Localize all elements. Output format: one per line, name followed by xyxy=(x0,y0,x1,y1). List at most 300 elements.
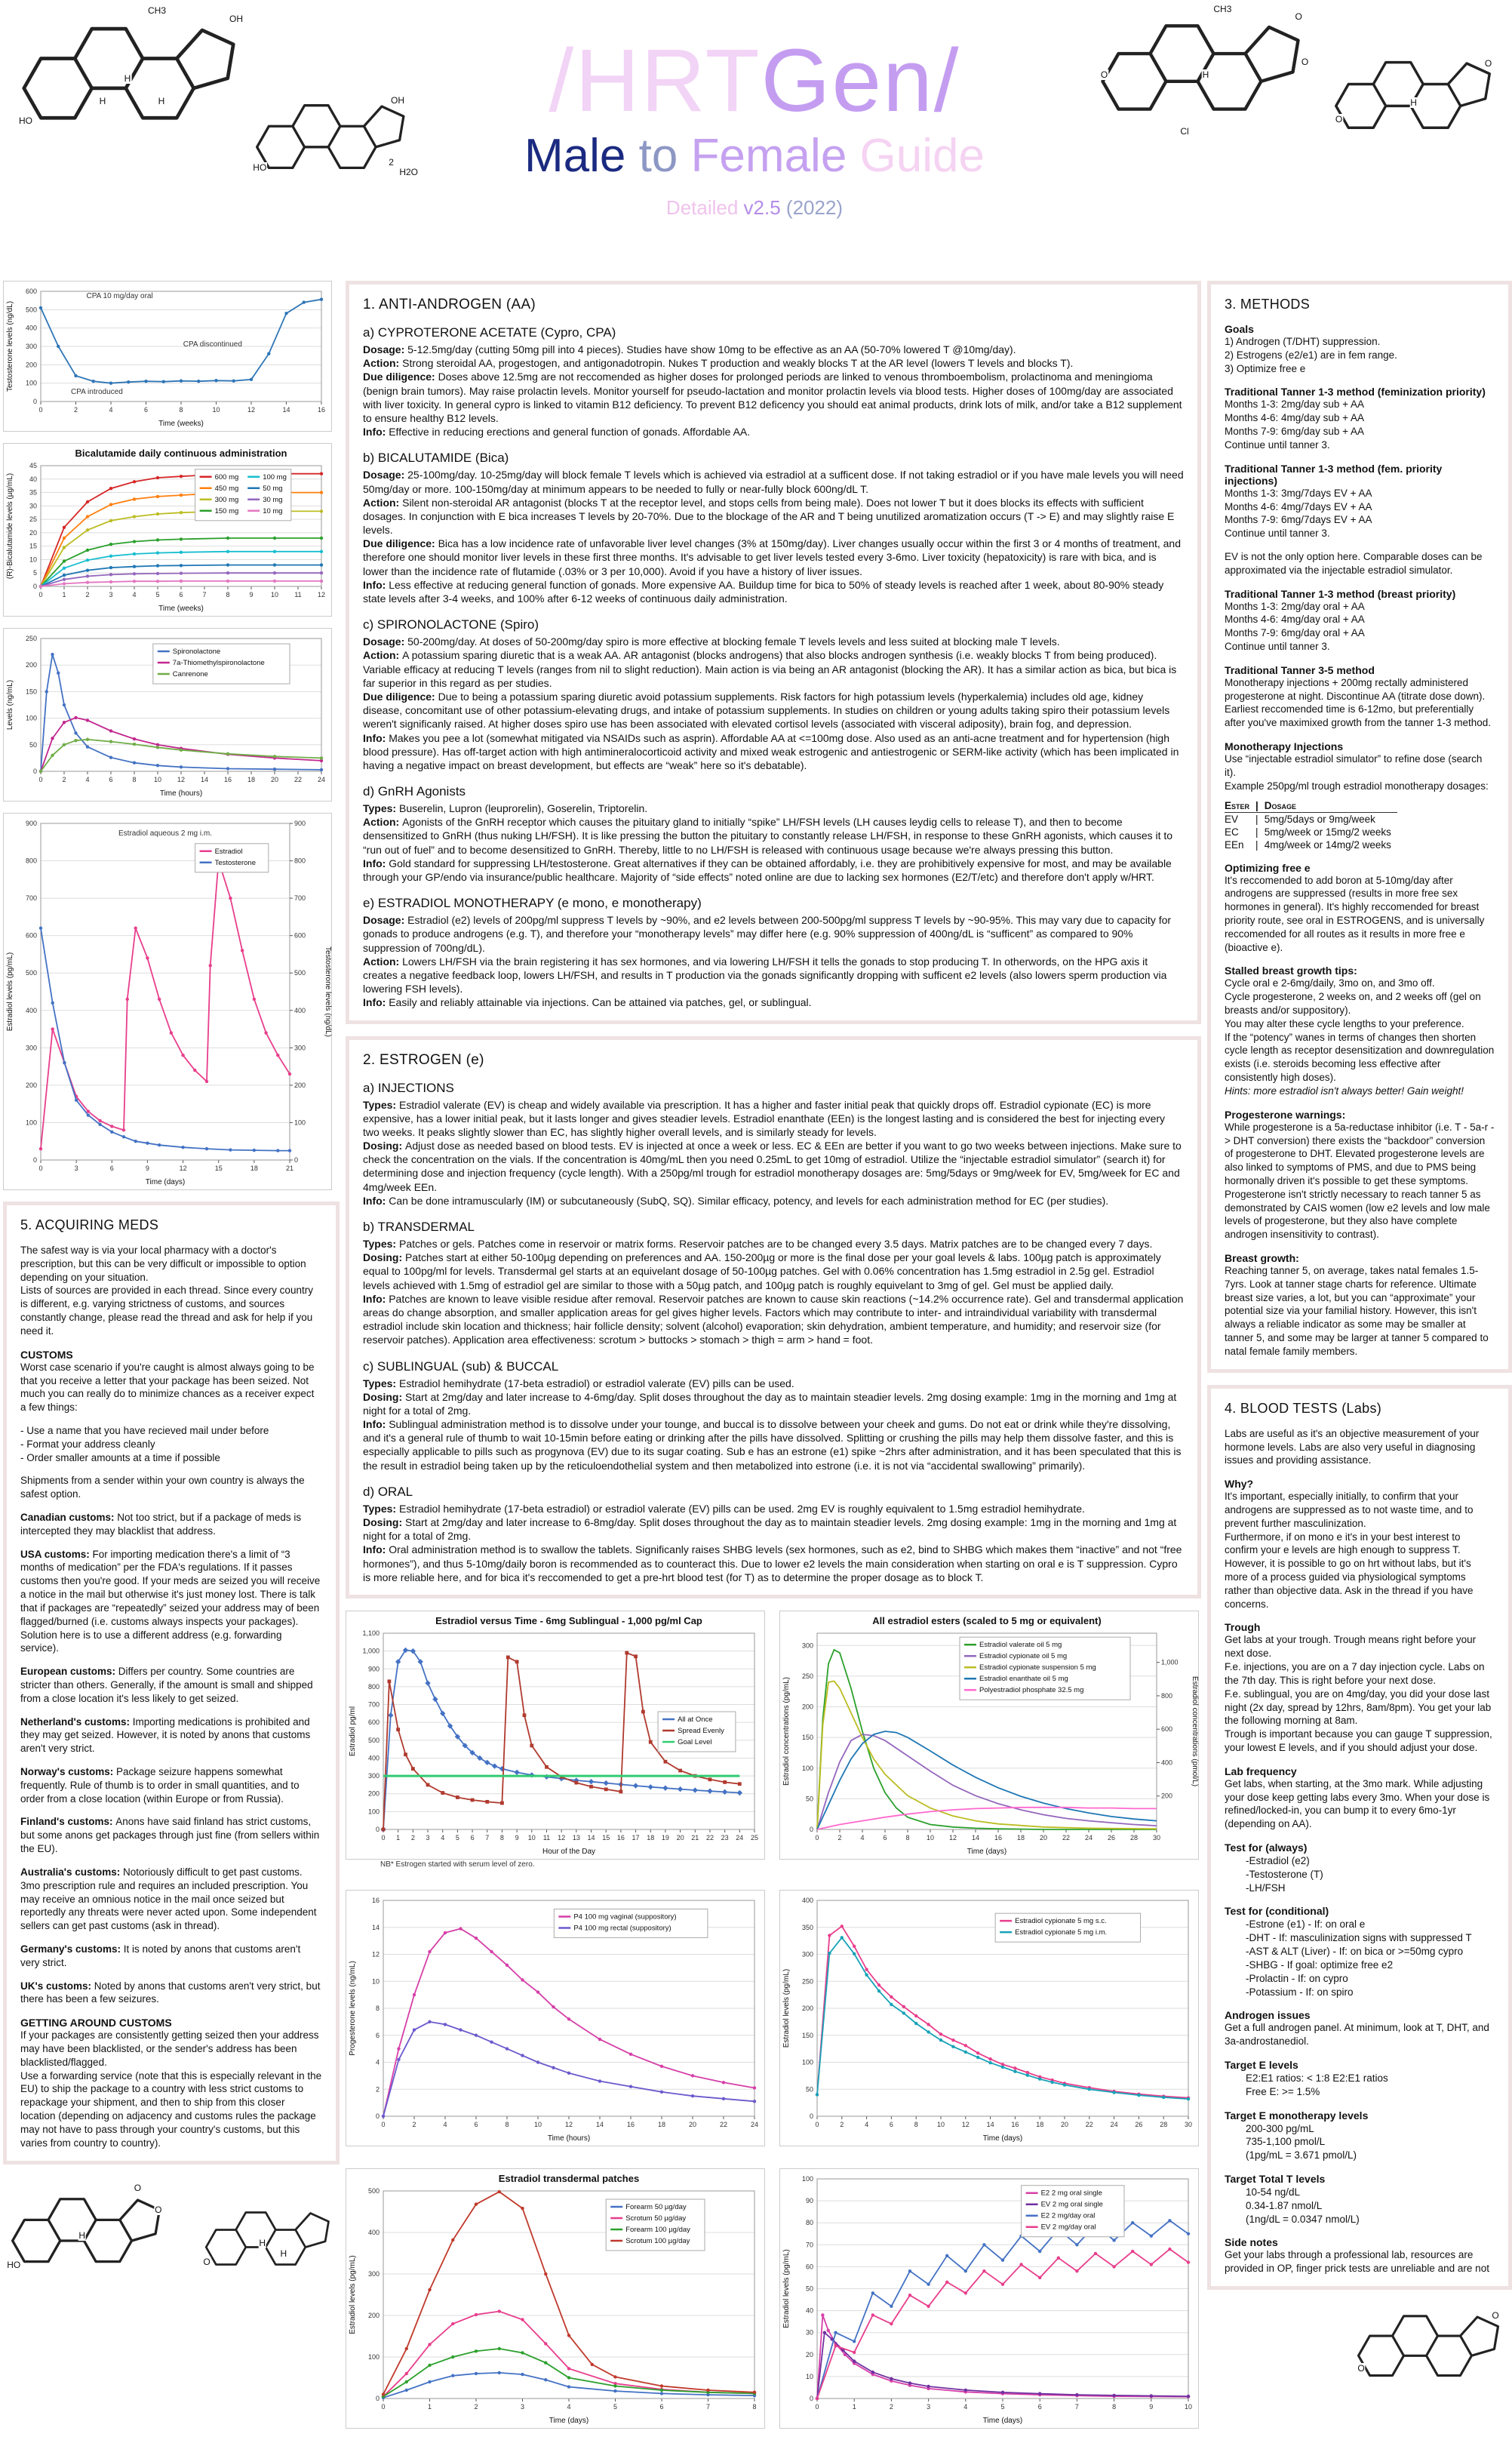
labeled-paragraph: Types: Patches or gels. Patches come in reservoir or matrix forms. Reservoir patches are to be changed every 3.5 days. Matrix patches are to be changed every 7 days. xyxy=(363,1238,1153,1250)
svg-text:20: 20 xyxy=(688,2120,697,2128)
list-item: -SHBG - If goal: optimize free e2 xyxy=(1246,1958,1394,1971)
svg-text:900: 900 xyxy=(25,820,37,827)
svg-text:24: 24 xyxy=(1110,2120,1118,2128)
chem-label: H xyxy=(99,95,106,106)
paragraph: Shipments from a sender within your own country is always the safest option. xyxy=(20,1475,305,1500)
svg-text:600 mg: 600 mg xyxy=(214,472,239,482)
svg-text:700: 700 xyxy=(367,1700,380,1709)
svg-text:1,000: 1,000 xyxy=(1161,1658,1179,1666)
svg-text:700: 700 xyxy=(25,894,37,903)
svg-text:8: 8 xyxy=(375,2004,380,2012)
block-heading: Traditional Tanner 1-3 method (fem. priority injections) xyxy=(1225,462,1443,487)
svg-text:400: 400 xyxy=(1161,1758,1173,1767)
svg-text:2: 2 xyxy=(412,2120,416,2128)
svg-text:26: 26 xyxy=(1135,2120,1143,2128)
svg-text:30: 30 xyxy=(1184,2120,1193,2128)
svg-text:E2 2 mg/day oral: E2 2 mg/day oral xyxy=(1040,2211,1096,2220)
labeled-paragraph: USA customs: For importing medication there's a limit of “3 months of medication” per the FDA's regulations. If it passes customs then you're good. If your meds are seized you will receive a notice in the mail but otherwise it's just money lost. There is talk that if packages are “repeatedly” seized your address may of been flagged/burned (i.e. customs always inspects your packages). Solution here is to use a different address (e.g. forwarding service). xyxy=(20,1548,321,1654)
svg-text:Goal Level: Goal Level xyxy=(678,1737,712,1746)
block-heading: CUSTOMS xyxy=(20,1348,73,1361)
svg-text:Scrotum 100 µg/day: Scrotum 100 µg/day xyxy=(625,2236,690,2245)
svg-text:10: 10 xyxy=(1184,2402,1193,2411)
subsection-title: d) GnRH Agonists xyxy=(363,784,466,799)
svg-text:10: 10 xyxy=(371,1977,380,1986)
svg-text:30 mg: 30 mg xyxy=(263,495,283,504)
list-item: E2:E1 ratios: < 1:8 E2:E1 ratios xyxy=(1246,2072,1388,2084)
title-segment: (2022) xyxy=(785,196,844,219)
svg-text:Time (weeks): Time (weeks) xyxy=(158,605,204,613)
field-label: Action: xyxy=(363,816,403,829)
paragraph: Months 1-3: 2mg/day oral + AA xyxy=(1225,600,1365,612)
svg-text:200: 200 xyxy=(25,661,37,669)
svg-text:Hour of the Day: Hour of the Day xyxy=(542,1847,596,1856)
block-heading: Target Total T levels xyxy=(1225,2173,1326,2185)
title-segment: Detailed xyxy=(665,196,744,219)
svg-text:4: 4 xyxy=(865,2120,869,2128)
svg-text:12: 12 xyxy=(179,1165,187,1172)
svg-text:Time (days): Time (days) xyxy=(967,1847,1007,1856)
svg-text:24: 24 xyxy=(736,1833,744,1842)
paragraph: 2) Estrogens (e2/e1) are in fem range. xyxy=(1225,349,1397,361)
svg-text:0: 0 xyxy=(381,2120,386,2128)
svg-text:500: 500 xyxy=(367,1736,380,1744)
svg-text:12: 12 xyxy=(247,406,256,414)
table-row: EC | 5mg/week or 15mg/2 weeks xyxy=(1225,826,1391,838)
svg-text:300 mg: 300 mg xyxy=(214,495,239,504)
svg-text:2: 2 xyxy=(840,2120,844,2128)
svg-text:100: 100 xyxy=(801,2058,813,2066)
chem-label: OH xyxy=(391,95,404,106)
svg-text:1: 1 xyxy=(852,2402,856,2411)
chem-label: Cl xyxy=(1180,126,1189,137)
field-label: Info: xyxy=(363,1194,389,1207)
chem-label: HO xyxy=(19,115,32,126)
sublingual-estradiol-chart xyxy=(346,1611,767,1872)
chem-label: O xyxy=(1492,2309,1499,2321)
svg-text:10 mg: 10 mg xyxy=(263,506,283,515)
svg-text:CPA introduced: CPA introduced xyxy=(71,387,123,396)
svg-text:16: 16 xyxy=(1011,2120,1019,2128)
section-title: 2. ESTROGEN (e) xyxy=(363,1051,484,1068)
svg-text:35: 35 xyxy=(29,488,37,497)
svg-text:20: 20 xyxy=(805,2350,813,2358)
svg-text:30: 30 xyxy=(29,502,37,510)
svg-text:12: 12 xyxy=(961,2120,970,2128)
svg-text:100: 100 xyxy=(367,2352,380,2361)
svg-text:4: 4 xyxy=(109,406,113,414)
chart-svg-prog xyxy=(346,1890,765,2146)
estrogen-panel xyxy=(346,1036,1201,1598)
list-item: -Estradiol (e2) xyxy=(1246,1855,1310,1866)
svg-text:Levels (ng/mL): Levels (ng/mL) xyxy=(6,679,14,731)
svg-text:0: 0 xyxy=(815,1833,819,1842)
svg-text:2: 2 xyxy=(474,2402,478,2411)
svg-text:Estradiol cypionate 5 mg i.m.: Estradiol cypionate 5 mg i.m. xyxy=(1015,1928,1108,1937)
paragraph: Hints: more estradiol isn't always better! Gain weight! xyxy=(1225,1085,1464,1097)
svg-text:200: 200 xyxy=(801,2004,813,2012)
svg-text:Estradiol cypionate suspension: Estradiol cypionate suspension 5 mg xyxy=(979,1663,1096,1672)
spacer xyxy=(1225,540,1495,550)
estradiol-cypionate-chart xyxy=(779,1890,1201,2150)
svg-text:6: 6 xyxy=(659,2402,664,2411)
svg-text:300: 300 xyxy=(367,1772,380,1780)
svg-text:250: 250 xyxy=(801,1977,813,1986)
svg-text:2: 2 xyxy=(837,1833,842,1842)
chem-label: H xyxy=(1202,69,1209,80)
svg-text:15: 15 xyxy=(602,1833,610,1842)
svg-text:10: 10 xyxy=(926,1833,935,1842)
svg-text:6: 6 xyxy=(109,776,113,783)
spacer xyxy=(20,1970,322,1980)
svg-text:200: 200 xyxy=(367,2311,380,2319)
paragraph: Furthermore, if on mono e it's in your best interest to confirm your e levels are high enough to suppress T. xyxy=(1225,1531,1461,1556)
svg-text:100: 100 xyxy=(801,1764,813,1772)
svg-text:3: 3 xyxy=(426,1833,430,1842)
svg-text:Progesterone levels (ng/mL): Progesterone levels (ng/mL) xyxy=(349,1961,357,2056)
svg-text:0: 0 xyxy=(294,1156,299,1164)
svg-text:8: 8 xyxy=(179,406,183,414)
chem-label: 2 xyxy=(389,156,394,168)
svg-text:8: 8 xyxy=(752,2402,757,2411)
list-item: -LH/FSH xyxy=(1246,1882,1286,1894)
header xyxy=(0,0,1509,281)
list-item: 0.34-1.87 nmol/L xyxy=(1246,2199,1323,2211)
svg-text:0: 0 xyxy=(809,1825,813,1833)
paragraph: F.e. injections, you are on a 7 day injection cycle. Labs on the 7th day. This is right before your next dose. xyxy=(1225,1661,1485,1686)
field-label: Types: xyxy=(363,1502,399,1515)
svg-text:6: 6 xyxy=(375,2031,380,2039)
svg-text:900: 900 xyxy=(367,1665,380,1673)
svg-text:200: 200 xyxy=(25,1081,37,1089)
svg-text:4: 4 xyxy=(375,2058,380,2066)
field-label: Types: xyxy=(363,802,399,815)
labeled-paragraph: Info: Easily and reliably attainable via injections. Can be attained via patches, gel, or sublingual. xyxy=(363,996,812,1009)
svg-text:50: 50 xyxy=(805,2285,813,2293)
svg-text:250: 250 xyxy=(801,1672,813,1680)
chart-grid xyxy=(346,1611,1201,2440)
svg-text:18: 18 xyxy=(657,2120,666,2128)
list-item: 200-300 pg/mL xyxy=(1246,2122,1314,2134)
paragraph: Lists of sources are provided in each thread. Since every country is different, e.g. varying strictness of customs, and sources constantly change, please read the thread and ask for help if you need it. xyxy=(20,1285,313,1337)
svg-text:7: 7 xyxy=(202,591,207,598)
svg-text:6: 6 xyxy=(143,406,149,414)
labeled-paragraph: Dosing: Start at 2mg/day and later increase to 6-8mg/day. Split doses throughout the day as to maintain steadier levels. 2mg dosing example: 1mg in the morning and 1mg at night for a total of 2mg. xyxy=(363,1516,1177,1543)
svg-text:7: 7 xyxy=(1074,2402,1079,2411)
svg-text:26: 26 xyxy=(1107,1833,1116,1842)
svg-text:4: 4 xyxy=(963,2402,968,2411)
svg-text:90: 90 xyxy=(805,2197,813,2205)
spacer xyxy=(20,1933,322,1943)
paragraph: Months 1-3: 3mg/7days EV + AA xyxy=(1225,487,1372,499)
svg-text:300: 300 xyxy=(294,1044,306,1052)
svg-text:4: 4 xyxy=(860,1833,865,1842)
svg-text:9: 9 xyxy=(249,591,254,598)
svg-text:14: 14 xyxy=(971,1833,980,1842)
labeled-paragraph: Netherland's customs: Importing medications is prohibited and they may get seized. However, it is noted by anons that customs aren't very strict. xyxy=(20,1715,311,1755)
progesterone-suppository-chart xyxy=(346,1890,767,2150)
svg-text:70: 70 xyxy=(805,2241,813,2249)
right-column xyxy=(1207,281,1512,2396)
field-label: Info: xyxy=(363,996,389,1009)
list-item: -Prolactin - If: on cypro xyxy=(1246,1972,1348,1984)
svg-text:18: 18 xyxy=(1036,2120,1044,2128)
svg-text:30: 30 xyxy=(805,2328,813,2337)
oral-estradiol-chart xyxy=(779,2168,1201,2432)
svg-text:6: 6 xyxy=(889,2120,893,2128)
labeled-paragraph: Info: Oral administration method is to swallow the tablets. Significanly raises SHBG levels (sex hormones, such as e2, bind to SHBG which makes them “inactive” and not “free hormones”), and thus 5-10mg/daily boron is recommended as to counteract this. Due to lower e2 levels the main consideration when starting on oral e is T suppression. Cypro is more reliable here, and for bica it's reccomended to get a pre-hrt blood test (for T) as to determine the proper dosage as to block T. xyxy=(363,1543,1182,1583)
svg-text:400: 400 xyxy=(25,324,37,332)
chem-label: O xyxy=(134,2182,142,2193)
svg-text:8: 8 xyxy=(132,776,137,783)
chem-label: HO xyxy=(253,162,267,174)
svg-text:Estradiol valerate oil 5 mg: Estradiol valerate oil 5 mg xyxy=(979,1641,1062,1650)
list xyxy=(1246,2122,1495,2162)
labeled-paragraph: Canadian customs: Not too strict, but if a package of meds is intercepted they may blacklist that address. xyxy=(20,1512,302,1537)
field-label: Netherland's customs: xyxy=(20,1715,133,1728)
paragraph: Monotherapy injections + 200mg rectally administered progesterone at night. Discontinue AA (titrate dose down). Earliest reccomended time is 6-12mo, but preferentially after you've maximixed growth from the tanner 1-3 method. xyxy=(1225,676,1491,729)
paragraph: Labs are useful as it's an objective measurement of your hormone levels. Labs are also very useful in diagnosing issues and providing assistance. xyxy=(1225,1427,1480,1466)
svg-text:600: 600 xyxy=(25,288,37,295)
svg-text:Time (days): Time (days) xyxy=(982,2134,1023,2143)
svg-text:5: 5 xyxy=(455,1833,459,1842)
field-label: Action: xyxy=(363,649,403,662)
svg-text:150: 150 xyxy=(25,688,37,696)
svg-text:300: 300 xyxy=(801,1642,813,1650)
paragraph: Use a forwarding service (note that this is especially relevant in the EU) to ship the package to a country with less strict customs to repackage your shipment, and then to ship from this closer location (depending on adjacency and customs rules the package may not have to pass through your country's customs, but this varies from country to country). xyxy=(20,2069,322,2149)
field-label: Info: xyxy=(363,857,389,869)
labeled-paragraph: European customs: Differs per country. Some countries are stricter than others. Generally, if the amount is small and shipped from a close location it's less likely to get seized. xyxy=(20,1666,313,1704)
labeled-paragraph: Action: Lowers LH/FSH via the brain registering it has sex hormones, and via lowering LH/FSH it tells the gonads to stop producing T. In otherwords, on the HPG axis it creates a negative feedback loop, lowers LH/FSH, and results in T production via the gonads significantly dropping with sufficent e2 levels (also lowers sperm production via lowering FSH levels). xyxy=(363,955,1167,995)
svg-text:Forearm 50 µg/day: Forearm 50 µg/day xyxy=(625,2202,687,2211)
svg-text:10: 10 xyxy=(533,2120,542,2128)
chart-svg-eaq xyxy=(3,813,332,1190)
svg-text:2: 2 xyxy=(85,591,90,598)
field-label: Dosing: xyxy=(363,1251,405,1264)
svg-text:CPA 10 mg/day oral: CPA 10 mg/day oral xyxy=(86,292,153,301)
svg-text:4: 4 xyxy=(443,2120,447,2128)
svg-text:Estradiol concentrations (pmol: Estradiol concentrations (pmol/L) xyxy=(1191,1675,1199,1787)
section-title: 1. ANTI-ANDROGEN (AA) xyxy=(363,297,536,312)
labeled-paragraph: Info: Patches are known to leave visible residue after removal. Reservoir patches are known to cause skin reactions (~14.2% occurrence rate). Gel and transdermal application areas do change absorption, and smaller application areas for gel gives higher levels. Factors which may contribute to inter- and intraindividual variability with transdermal estradiol include skin location and thickness; hair follicle density; solvent (alcohol) evaporation; skin dehydration, ambient temperature, and humidity; and reservoir size (for reservoir patches). Application area effectiveness: scrotum > buttocks > stomach > thigh = arm > hand = foot. xyxy=(363,1292,1184,1346)
paragraph: Months 4-6: 4mg/day sub + AA xyxy=(1225,412,1364,424)
field-label: European customs: xyxy=(20,1666,118,1678)
androstane-ketone-structure-skeleton xyxy=(204,2200,337,2283)
svg-text:Polyestradiol phosphate 32.5 m: Polyestradiol phosphate 32.5 mg xyxy=(979,1686,1084,1695)
list-item: Free E: >= 1.5% xyxy=(1246,2085,1320,2097)
svg-text:16: 16 xyxy=(994,1833,1003,1842)
paragraph: However, it is possible to go on hrt without labs, but it's more of a process guided via physiological symptoms rather than objective data. Ask in the thread if you have concerns. xyxy=(1225,1558,1474,1610)
chart-note: NB* Estrogen started with serum level of zero. xyxy=(380,1860,535,1869)
svg-text:20: 20 xyxy=(270,776,279,783)
paragraph: 1) Androgen (T/DHT) suppression. xyxy=(1225,336,1381,347)
list-item: 735-1,100 pmol/L xyxy=(1246,2136,1326,2148)
page-title xyxy=(0,31,1509,131)
svg-text:22: 22 xyxy=(1062,1833,1071,1842)
chart-svg-spiro xyxy=(3,628,332,802)
field-label: Germany's customs: xyxy=(20,1943,124,1955)
svg-text:100: 100 xyxy=(801,2174,813,2183)
svg-text:5: 5 xyxy=(32,569,37,577)
svg-text:100: 100 xyxy=(25,714,37,722)
paragraph: Months 4-6: 4mg/7days EV + AA xyxy=(1225,500,1372,512)
svg-text:EV 2 mg oral single: EV 2 mg oral single xyxy=(1040,2200,1103,2209)
svg-text:0: 0 xyxy=(38,776,43,783)
svg-text:P4 100 mg vaginal (suppository: P4 100 mg vaginal (suppository) xyxy=(573,1912,677,1922)
subsection-title: b) BICALUTAMIDE (Bica) xyxy=(363,451,509,466)
field-label: Types: xyxy=(363,1377,399,1389)
svg-text:400: 400 xyxy=(25,1006,37,1014)
paragraph: - Format your address cleanly xyxy=(20,1438,155,1450)
svg-text:15: 15 xyxy=(214,1165,223,1172)
spacer xyxy=(20,1538,322,1548)
chem-label: H2O xyxy=(399,166,419,177)
labeled-paragraph: Types: Estradiol hemihydrate (17-beta estradiol) or estradiol valerate (EV) pills can be used. 2mg EV is roughly equivalent to 1.5mg estradiol hemihydrate. xyxy=(363,1502,1085,1515)
chem-label: O xyxy=(155,2204,162,2215)
svg-text:0: 0 xyxy=(38,591,43,598)
svg-text:21: 21 xyxy=(691,1833,699,1842)
subsection-title: c) SUBLINGUAL (sub) & BUCCAL xyxy=(363,1358,559,1374)
svg-text:10: 10 xyxy=(270,591,279,598)
list-item: (1pg/mL = 3.671 pmol/L) xyxy=(1246,2149,1357,2162)
svg-text:200: 200 xyxy=(294,1081,306,1089)
block-heading: Traditional Tanner 3-5 method xyxy=(1225,663,1375,676)
labeled-paragraph: Action: A potassium sparing diuretic that is a weak AA. AR antagonist (blocks androgens) that also blocks androgen synthesis (i.e. weakly blocks T from being produced). Variable efficacy at reducing T levels (ranges from nil to slight reduction). Main action is via being an AR antagonist (blocking the AR). It has a similar action as bica, but bica is far superior in this regard as per studies. xyxy=(363,649,1177,689)
spacer xyxy=(20,1856,322,1866)
svg-text:Time (weeks): Time (weeks) xyxy=(158,420,204,428)
labeled-paragraph: Dosage: 5-12.5mg/day (cutting 50mg pill into 4 pieces). Studies have show 10mg to be effective as an AA (50-70% lowered T @10mg/day). xyxy=(363,343,1016,355)
svg-text:500: 500 xyxy=(25,306,37,314)
paragraph: Months 4-6: 4mg/day oral + AA xyxy=(1225,614,1365,626)
svg-text:16: 16 xyxy=(626,2120,635,2128)
estradiol-aqueous-chart xyxy=(3,813,340,1194)
svg-text:800: 800 xyxy=(294,857,306,865)
paragraph: 3) Optimize free e xyxy=(1225,362,1306,374)
svg-text:700: 700 xyxy=(294,894,306,903)
chem-label: O xyxy=(203,2256,211,2267)
svg-text:600: 600 xyxy=(25,931,37,940)
field-label: Info: xyxy=(363,1292,389,1305)
svg-text:2: 2 xyxy=(62,776,66,783)
chem-label: H xyxy=(280,2248,287,2259)
svg-text:18: 18 xyxy=(1016,1833,1025,1842)
estradiol-ester-structure xyxy=(7,2182,170,2284)
bicalutamide-levels-chart xyxy=(3,443,340,620)
field-label: Due diligence: xyxy=(363,537,438,550)
svg-text:10: 10 xyxy=(805,2372,813,2380)
chem-label: H xyxy=(78,2229,86,2241)
svg-text:7: 7 xyxy=(485,1833,490,1842)
labeled-paragraph: Due diligence: Doses above 12.5mg are not reccomended as higher doses for prolonged periods are linked to venous thromboembolism, prolactinoma and meningioma (benign brain tumors). May raise prolactin levels. Monitor yourself for pseudo-lactation and monitor prolactin levels via blood tests. Higher doses of 100mg/day are associated with liver toxicity. In general cypro is linked to vitamin B12 deficiency. To prevent B12 deficency you should eat animal products, drink lots of milk, and/or take a B12 supplement to ensure healthy B12 levels. xyxy=(363,371,1182,424)
paragraph: Reaching tanner 5, on average, takes natal females 1.5-7yrs. Look at tanner stage charts for reference. Ultimate breast size varies, a lot, but you can “approximate” your potential size via your familial history. However, this isn't always a reliable indicator as some may be smaller at tanner 5, and some may be larger at tanner 5 compared to natal female family members. xyxy=(1225,1265,1489,1357)
estradiol-ester-structure-skeleton xyxy=(11,2184,170,2284)
svg-text:150: 150 xyxy=(801,1734,813,1742)
labeled-paragraph: Info: Sublingual administration method is to dissolve under your tounge, and buccal is to dissolve between your cheek and gums. Do not eat or drink while they're dissolving, and it's a general rule of thumb to wait 10-15min before eating or drinking after the pills have dissolved. Splitting or crushing the pills may help them dissolve faster, and this is especially applicable to pills such as progynova (EV) due to its sugar coating. Sub e has an estrone (e1) spike ~2hrs after administration, and it has been speculated that this is the result in estradiol being taken up by the reticuloendothelial system and then metabolized into estrone (i.e. it is not via “accidental swallowing” primarily). xyxy=(363,1418,1182,1472)
paragraph: Get labs at your trough. Trough means right before your next dose. xyxy=(1225,1634,1477,1660)
svg-text:5: 5 xyxy=(155,591,160,598)
title-segment: Guide xyxy=(859,130,985,182)
labeled-paragraph: Info: Gold standard for suppressing LH/testosterone. Great alternatives if they can be obtained affordably, i.e. they are prohibitively expensive for most, and may be available through your GP/endo via insurance/public healthcare. Majority of “side effects” noted online are due to lacking sex hormones (E2/T/etc) and therefore don't apply w/HRT. xyxy=(363,857,1172,883)
svg-text:0: 0 xyxy=(375,2394,380,2402)
spacer xyxy=(20,1655,322,1665)
field-label: Dosage: xyxy=(363,469,408,482)
chart-svg-ec xyxy=(779,1890,1199,2146)
chem-label: O xyxy=(1335,114,1343,125)
block-heading: Goals xyxy=(1225,323,1254,335)
svg-text:500: 500 xyxy=(25,969,37,977)
spironolactone-levels-chart xyxy=(3,628,340,805)
svg-text:1: 1 xyxy=(427,2402,432,2411)
chem-label: H xyxy=(259,2238,266,2249)
svg-text:150: 150 xyxy=(801,2031,813,2039)
chart-svg-patches xyxy=(346,2168,765,2429)
svg-text:30: 30 xyxy=(1152,1833,1161,1842)
svg-text:4: 4 xyxy=(567,2402,571,2411)
list-item: (1ng/dL = 0.0347 nmol/L) xyxy=(1246,2213,1360,2225)
field-label: Dosage: xyxy=(363,635,408,648)
svg-text:7: 7 xyxy=(705,2402,711,2411)
svg-text:300: 300 xyxy=(367,2269,380,2278)
svg-text:28: 28 xyxy=(1129,1833,1139,1842)
svg-text:24: 24 xyxy=(317,776,326,783)
paragraph: Months 7-9: 6mg/day sub + AA xyxy=(1225,426,1364,438)
svg-text:250: 250 xyxy=(25,635,37,642)
svg-text:13: 13 xyxy=(572,1833,580,1842)
list-item: -Potassium - If: on spiro xyxy=(1246,1986,1354,1998)
paragraph: EV is not the only option here. Comparable doses can be approximated via the injectable estradiol simulator. xyxy=(1225,550,1483,576)
svg-text:3: 3 xyxy=(74,1165,78,1172)
paragraph: Use “injectable estradiol simulator” to refine dose (search it). xyxy=(1225,753,1483,778)
chart-svg-sub xyxy=(346,1611,765,1860)
svg-text:14: 14 xyxy=(371,1923,380,1931)
svg-text:50 mg: 50 mg xyxy=(263,484,283,493)
svg-text:Testosterone levels (ng/dL): Testosterone levels (ng/dL) xyxy=(324,946,332,1038)
chem-label: OH xyxy=(229,14,243,24)
block-heading: Androgen issues xyxy=(1225,2009,1311,2022)
svg-text:Estradiol cypionate 5 mg s.c.: Estradiol cypionate 5 mg s.c. xyxy=(1015,1917,1107,1926)
svg-text:6: 6 xyxy=(470,1833,475,1842)
svg-text:14: 14 xyxy=(282,406,290,414)
svg-text:24: 24 xyxy=(750,2120,759,2128)
svg-text:Estradiol levels (pg/mL): Estradiol levels (pg/mL) xyxy=(6,952,14,1032)
subsection-title: d) ORAL xyxy=(363,1484,413,1499)
chart-svg-bica xyxy=(3,443,332,617)
svg-text:22: 22 xyxy=(705,1833,714,1842)
svg-text:1: 1 xyxy=(62,591,66,598)
labeled-paragraph: Info: Effective in reducing erections and general function of gonads. Affordable AA. xyxy=(363,426,751,438)
svg-text:(R)-Bicalutamide levels (µg/mL: (R)-Bicalutamide levels (µg/mL) xyxy=(6,472,14,580)
field-label: Types: xyxy=(363,1238,399,1250)
blood-tests-panel xyxy=(1207,1385,1512,2290)
paragraph: If the “potency” wanes in terms of changes then shorten cycle length as receptor desensitization and downregulation exists (i.e. steroids becoming less effective after consistently high doses). xyxy=(1225,1031,1495,1084)
paragraph: Months 1-3: 2mg/day sub + AA xyxy=(1225,398,1364,411)
svg-text:9: 9 xyxy=(145,1165,149,1172)
svg-text:8: 8 xyxy=(905,1833,910,1842)
svg-text:20: 20 xyxy=(676,1833,684,1842)
svg-text:22: 22 xyxy=(1085,2120,1093,2128)
svg-text:6: 6 xyxy=(1037,2402,1042,2411)
svg-text:150 mg: 150 mg xyxy=(214,506,239,515)
paragraph: Cycle progesterone, 2 weeks on, and 2 weeks off (gel on breasts and/or suppository). xyxy=(1225,991,1481,1016)
chem-label: H xyxy=(1410,97,1417,109)
svg-text:Estradiol transdermal patches: Estradiol transdermal patches xyxy=(498,2172,640,2184)
svg-text:0: 0 xyxy=(815,2402,819,2411)
svg-text:18: 18 xyxy=(247,776,256,783)
chem-label: O xyxy=(1484,58,1492,69)
anti-androgen-panel xyxy=(346,281,1201,1024)
svg-text:Canrenone: Canrenone xyxy=(172,670,208,679)
subsection-title: e) ESTRADIOL MONOTHERAPY (e mono, e monotherapy) xyxy=(363,896,702,911)
estradiol-esters-chart xyxy=(779,1611,1201,1872)
